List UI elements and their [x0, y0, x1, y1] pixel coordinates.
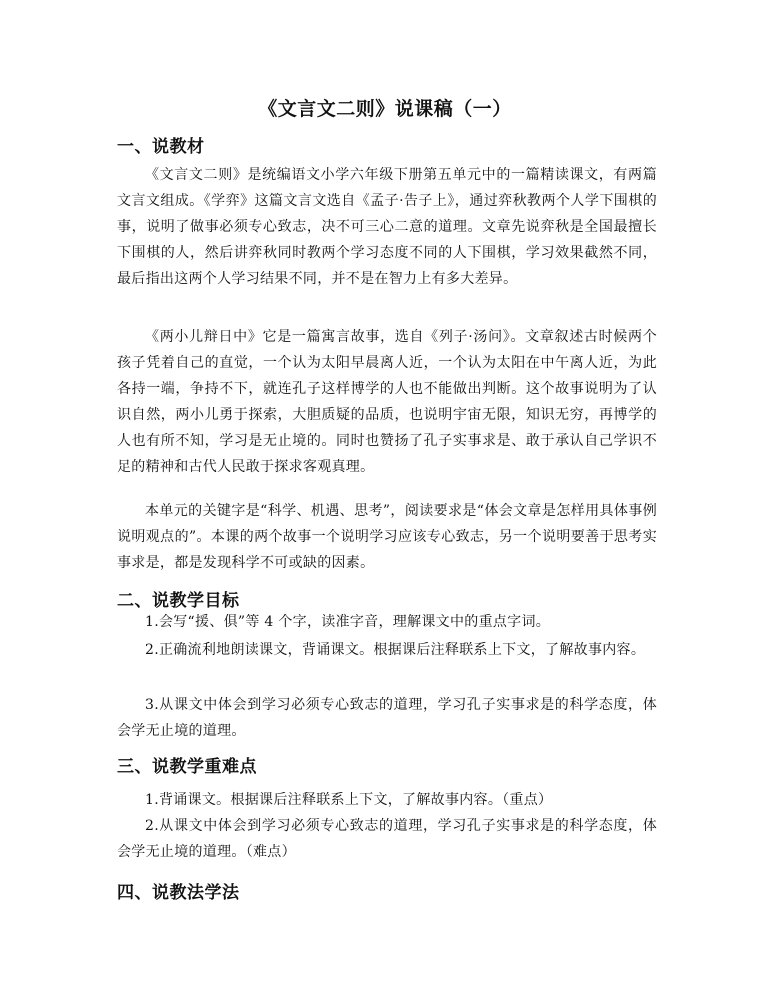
goal-item-3: 3.从课文中体会到学习必须专心致志的道理，学习孔子实事求是的科学态度，体会学无止境的道理。	[117, 697, 657, 739]
key-point-item-1: 1.背诵课文。根据课后注释联系上下文，了解故事内容。（重点）	[145, 792, 553, 808]
goal-item-1: 1.会写“援、俱”等 4 个字，读准字音，理解课文中的重点字词。	[145, 614, 551, 630]
paragraph-material-3: 本单元的关键字是“科学、机遇、思考”，阅读要求是“体会文章是怎样用具体事例说明观点的”。本课的两个故事一个说明学习应该专心致志，另一个说明要善于思考实事求是，都是发现科学不可或缺的因素。	[117, 503, 657, 571]
section-heading-teaching-goals: 二、说教学目标	[117, 591, 240, 611]
goal-item-2: 2.正确流利地朗读课文，背诵课文。根据课后注释联系上下文，了解故事内容。	[145, 642, 646, 658]
paragraph-material-2: 《两小儿辩日中》它是一篇寓言故事，选自《列子·汤问》。文章叙述古时候两个孩子凭着自己的直觉，一个认为太阳早晨离人近，一个认为太阳在中午离人近，为此各持一端，争持不下，就连孔子这样博学的人也不能做出判断。这个故事说明为了认识自然，两小儿勇于探索，大胆质疑的品质，也说明宇宙无限，知识无穷，再博学的人也有所不知，学习是无止境的。同时也赞扬了孔子实事求是、敢于承认自己学识不足的精神和古代人民敢于探求客观真理。	[117, 329, 657, 475]
section-heading-key-difficult-points: 三、说教学重难点	[117, 757, 257, 777]
section-heading-teaching-methods: 四、说教法学法	[117, 883, 240, 903]
section-heading-teaching-material: 一、说教材	[117, 137, 205, 157]
document-title: 《文言文二则》说课稿（一）	[258, 98, 512, 120]
paragraph-material-1: 《文言文二则》是统编语文小学六年级下册第五单元中的一篇精读课文，有两篇文言文组成。《学弈》这篇文言文选自《孟子·告子上》，通过弈秋教两个人学下围棋的事，说明了做事必须专心致志，决不可三心二意的道理。文章先说弈秋是全国最擅长下围棋的人，然后讲弈秋同时教两个学习态度不同的人下围棋，学习效果截然不同，最后指出这两个人学习结果不同，并不是在智力上有多大差异。	[117, 167, 657, 287]
key-point-item-2: 2.从课文中体会到学习必须专心致志的道理，学习孔子实事求是的科学态度，体会学无止境的道理。（难点）	[117, 818, 657, 860]
